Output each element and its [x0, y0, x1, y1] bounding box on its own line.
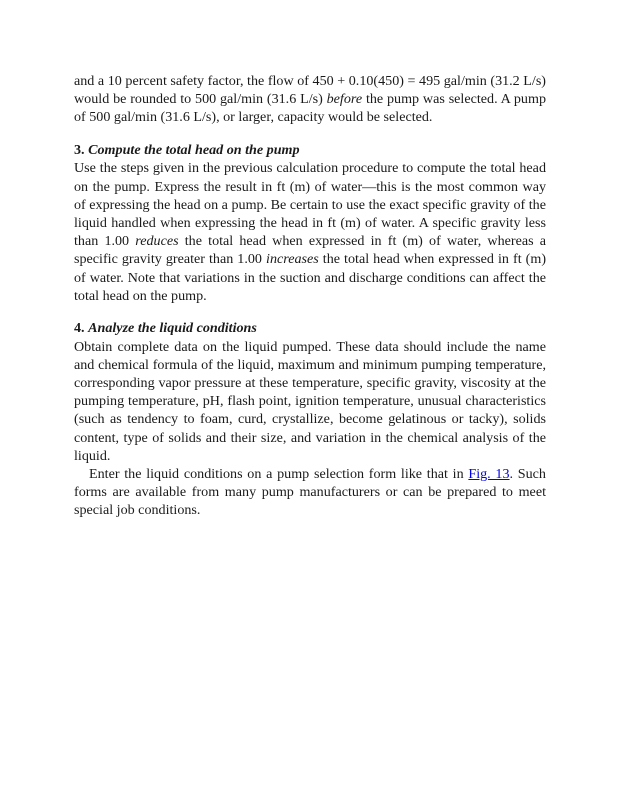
section-3-text-a: Use the steps given in the previous calculation procedure to compute the total head on the pump. Express the result in ft (m) of water—this is the most common way of expressing the head on a pump. Be certain to use the exact specific gravity of the liquid handled when expressing the head in ft (m) of water. A specific gravity less than 1.00 — [74, 160, 546, 250]
fig-13-link[interactable]: Fig. 13 — [468, 466, 510, 483]
section-3-paragraph — [74, 159, 546, 305]
section-4-heading — [74, 319, 546, 337]
section-4-text-b: . Such forms are available from many pump manufacturers or can be prepared to meet special job conditions. — [74, 466, 546, 519]
section-4-paragraph-2 — [74, 465, 546, 520]
section-spacer — [74, 305, 546, 320]
section-3-number: 3. — [74, 142, 85, 159]
intro-paragraph — [74, 72, 546, 127]
intro-text-end: the pump was selected. A pump of 500 gal/min (31.6 L/s), or larger, capacity would be selected. — [74, 91, 546, 126]
section-3-heading — [74, 141, 546, 159]
section-spacer — [74, 127, 546, 142]
section-3-emphasis-reduces: reduces — [135, 233, 179, 250]
section-3-title: Compute the total head on the pump — [88, 142, 300, 159]
section-4-number: 4. — [74, 320, 85, 337]
section-4-paragraph: Obtain complete data on the liquid pumped. These data should include the name and chemical formula of the liquid, maximum and minimum pumping temperature, corresponding vapor pressure at these temperature, specific gravity, viscosity at the pumping temperature, pH, flash point, ignition temperature, unusual characteristics (such as tendency to foam, curd, crystallize, become gelatinous or tacky), solids content, type of solids and their size, and variation in the chemical analysis of the liquid. — [74, 338, 546, 464]
section-3-emphasis-increases: increases — [266, 251, 319, 268]
intro-emphasis: before — [326, 91, 363, 108]
section-3-text-b: the total head when expressed in ft (m) of water, whereas a specific gravity greater than 1.00 — [74, 233, 546, 268]
section-4-text-a: Enter the liquid conditions on a pump selection form like that in — [89, 466, 469, 483]
intro-text-start: and a 10 percent safety factor, the flow of 450 + 0.10(450) = 495 gal/min (31.2 L/s) would be rounded to 500 gal/min (31.6 L/s) — [74, 73, 546, 108]
section-3-text-c: the total head when expressed in ft (m) of water. Note that variations in the suction and discharge conditions can affect the total head on the pump. — [74, 251, 547, 304]
section-4-title: Analyze the liquid conditions — [88, 320, 257, 337]
document-page — [74, 72, 546, 520]
